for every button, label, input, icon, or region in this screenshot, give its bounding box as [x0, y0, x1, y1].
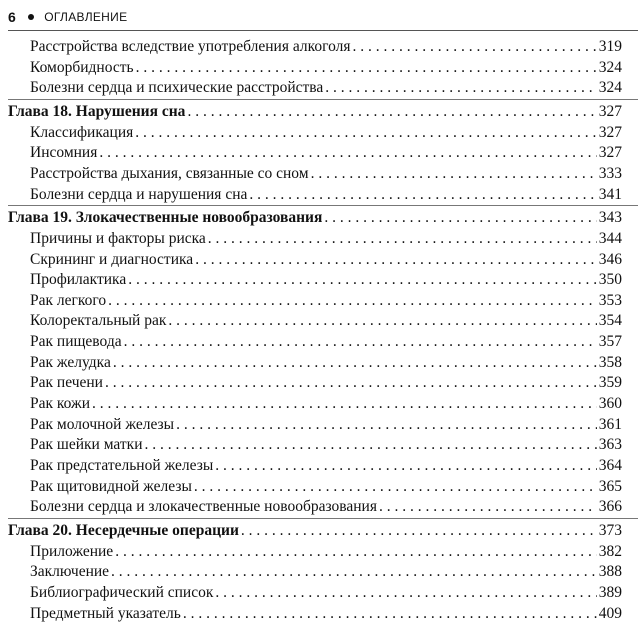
toc-page-number: 366 [598, 498, 622, 516]
toc-page-number: 327 [598, 102, 622, 120]
toc-entry[interactable] [30, 310, 622, 331]
toc-entry[interactable] [30, 163, 622, 184]
toc-entry[interactable] [30, 582, 622, 603]
toc-title: Колоректальный рак [30, 312, 167, 330]
toc-title: Расстройства вследствие употребления алкоголя [30, 38, 351, 55]
toc-page-number: 360 [598, 395, 622, 413]
toc-title: Скрининг и диагностика [30, 250, 194, 268]
toc-entry[interactable] [30, 269, 622, 290]
toc-title: Рак печени [30, 374, 103, 392]
toc-title: Болезни сердца и злокачественные новообразования [30, 498, 377, 516]
toc-page-number: 354 [598, 312, 622, 330]
toc-title: Предметный указатель [30, 604, 181, 622]
toc-title: Библиографический список [30, 583, 214, 601]
toc-entry[interactable] [30, 184, 622, 205]
dot-leader [128, 269, 597, 290]
dot-leader [325, 77, 596, 98]
dot-leader [115, 541, 597, 562]
toc-page-number: 358 [598, 353, 622, 371]
toc-page-number: 344 [598, 229, 622, 247]
toc-page-number: 324 [598, 58, 622, 76]
toc-page-number: 327 [598, 123, 622, 141]
toc-title: Инсомния [30, 144, 98, 162]
toc-entry[interactable] [30, 122, 622, 143]
toc-page-number: 409 [598, 604, 622, 622]
toc-chapter[interactable] [8, 520, 622, 541]
dot-leader [324, 207, 596, 228]
dot-leader [108, 290, 597, 311]
dot-leader [352, 36, 596, 57]
dot-leader [113, 352, 597, 373]
toc-title: Болезни сердца и психические расстройства [30, 79, 324, 97]
dot-leader [215, 582, 596, 603]
toc-page-number: 343 [598, 209, 622, 227]
toc-title: Рак кожи [30, 395, 91, 413]
chapter-rule [8, 518, 638, 519]
toc-entry[interactable] [30, 249, 622, 270]
toc-page-number: 333 [598, 164, 622, 182]
toc-chapter[interactable] [8, 101, 622, 122]
dot-leader [183, 603, 597, 624]
toc-title: Рак щитовидной железы [30, 477, 192, 495]
dot-leader [99, 142, 596, 163]
toc-page-number: 357 [598, 333, 622, 351]
toc-title: Приложение [30, 542, 114, 560]
dot-leader [145, 434, 597, 455]
dot-leader [311, 163, 597, 184]
dot-leader [379, 496, 597, 517]
toc-title: Глава 19. Злокачественные новообразования [8, 209, 323, 227]
toc-title: Профилактика [30, 271, 127, 289]
toc-page-number: 324 [598, 79, 622, 97]
dot-leader [208, 228, 597, 249]
toc-page-number: 365 [598, 477, 622, 495]
toc-entry[interactable] [30, 541, 622, 562]
chapter-rule [8, 99, 638, 100]
dot-leader [92, 393, 597, 414]
toc-chapter[interactable] [8, 207, 622, 228]
toc-entry[interactable] [30, 603, 622, 624]
toc-title: Рак желудка [30, 353, 111, 371]
toc-entry[interactable] [30, 331, 622, 352]
toc-entry[interactable] [30, 290, 622, 311]
dot-leader [241, 520, 597, 541]
toc-title: Коморбидность [30, 58, 134, 76]
toc-title: Причины и факторы риска [30, 229, 206, 247]
toc-title: Рак шейки матки [30, 436, 143, 454]
page-number: 6 [8, 9, 17, 25]
toc-title: Рак пищевода [30, 333, 122, 351]
toc-title: Рак легкого [30, 291, 107, 309]
toc-entry[interactable] [30, 36, 622, 57]
dot-leader [136, 57, 597, 78]
toc-title: Рак предстательной железы [30, 457, 214, 474]
toc-entry[interactable] [30, 228, 622, 249]
toc-page-number: 389 [598, 583, 622, 601]
toc-entry[interactable] [30, 77, 622, 98]
toc-page-number: 388 [598, 563, 622, 581]
toc-entry[interactable] [30, 561, 622, 582]
dot-leader [135, 122, 597, 143]
toc-entry[interactable] [30, 434, 622, 455]
toc-page-number: 361 [598, 415, 622, 433]
section-title: ОГЛАВЛЕНИЕ [44, 10, 128, 24]
toc-title: Болезни сердца и нарушения сна [30, 185, 248, 203]
toc-page-number: 327 [598, 144, 622, 162]
toc-entry[interactable] [30, 57, 622, 78]
dot-leader [168, 310, 596, 331]
toc-title: Расстройства дыхания, связанные со сном [30, 164, 309, 182]
toc-page-number: 341 [598, 185, 622, 203]
toc-title: Рак молочной железы [30, 415, 175, 433]
toc-page-number: 346 [598, 250, 622, 268]
toc-page-number: 359 [598, 374, 622, 392]
dot-leader [249, 184, 596, 205]
dot-leader [194, 476, 597, 497]
chapter-rule [8, 205, 638, 206]
toc-page-number: 350 [598, 271, 622, 289]
toc-entry[interactable] [30, 455, 622, 476]
dot-leader [187, 101, 596, 122]
toc-title: Глава 20. Несердечные операции [8, 521, 239, 539]
toc-title: Глава 18. Нарушения сна [8, 102, 186, 120]
toc-title: Заключение [30, 563, 110, 581]
toc-page-number: 382 [598, 542, 622, 560]
dot-leader [124, 331, 597, 352]
toc-entry[interactable] [30, 142, 622, 163]
toc-entry[interactable] [30, 393, 622, 414]
dot-leader [195, 249, 597, 270]
toc-page-number: 373 [598, 521, 622, 539]
toc-entry[interactable] [30, 372, 622, 393]
dot-leader [111, 561, 597, 582]
dot-leader [105, 372, 597, 393]
dot-leader [176, 414, 597, 435]
dot-leader [215, 455, 597, 476]
toc-entry[interactable] [30, 414, 622, 435]
toc-entry[interactable] [30, 476, 622, 497]
toc-page-number: 363 [598, 436, 622, 454]
toc-title: Классификация [30, 123, 134, 141]
toc-entry[interactable] [30, 496, 622, 517]
toc-page-number: 319 [598, 38, 622, 55]
toc-page-number: 353 [598, 291, 622, 309]
toc-entry[interactable] [30, 352, 622, 373]
toc-page-number: 364 [598, 457, 622, 474]
